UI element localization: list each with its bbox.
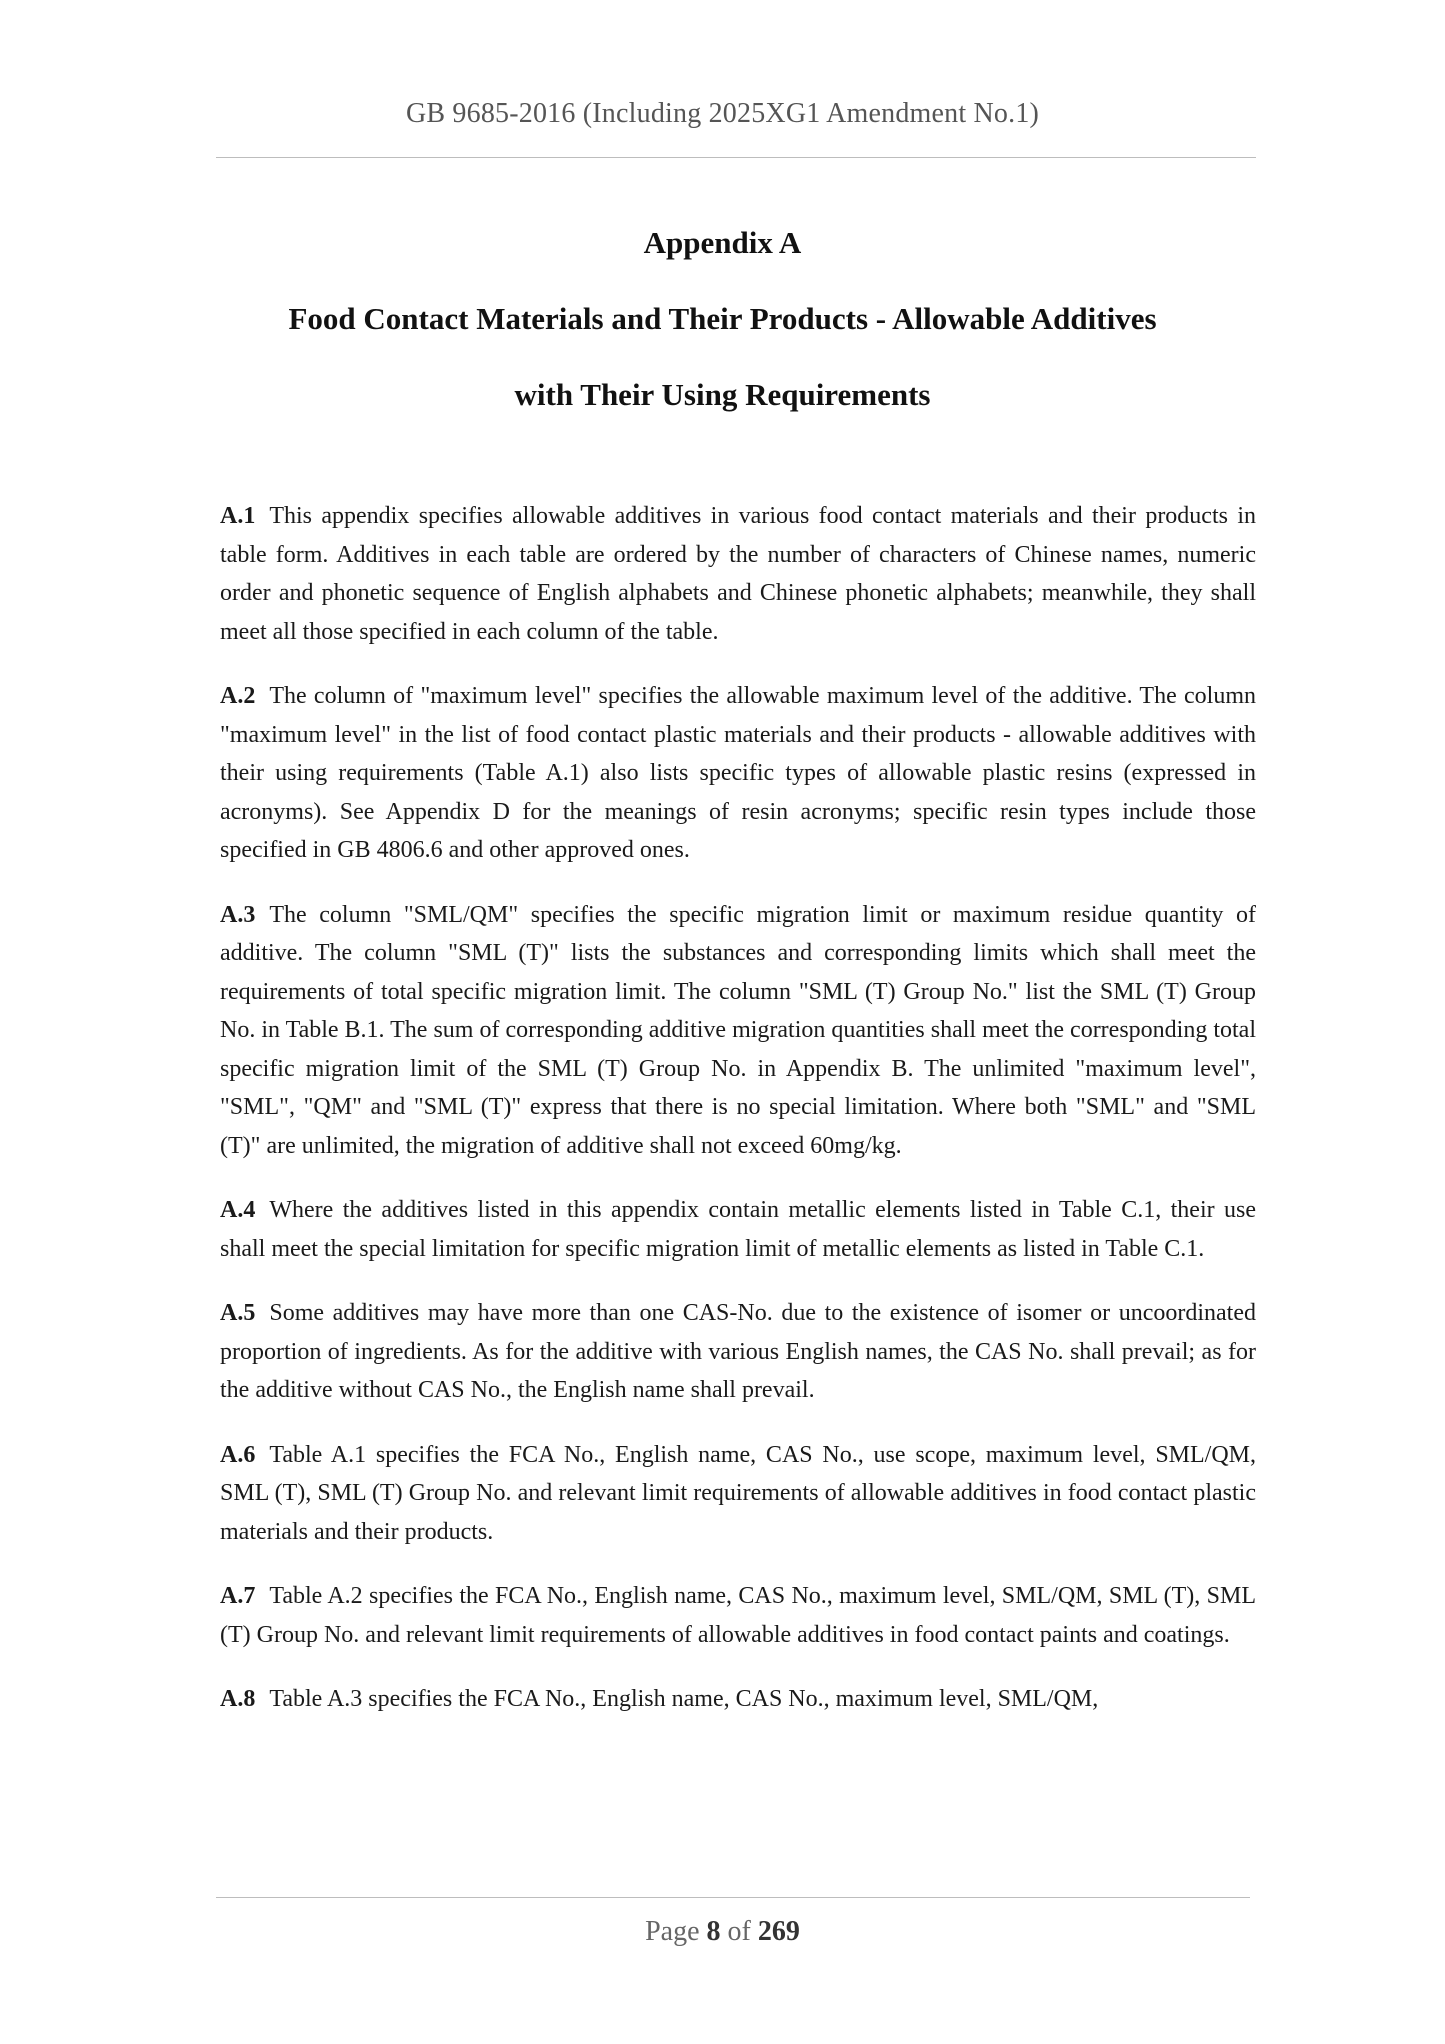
clause-number: A.2 xyxy=(220,683,256,709)
appendix-label: Appendix A xyxy=(643,225,802,260)
clause-a1 xyxy=(220,497,1256,651)
footer-divider xyxy=(216,1897,1250,1898)
page-footer xyxy=(0,1916,1445,1948)
appendix-title-block xyxy=(0,222,1445,416)
of-word: of xyxy=(727,1916,751,1947)
clause-a3 xyxy=(220,896,1256,1166)
page-word: Page xyxy=(645,1916,700,1947)
running-header: GB 9685-2016 (Including 2025XG1 Amendment No.1) xyxy=(405,98,1040,129)
clause-text: Table A.3 specifies the FCA No., English name, CAS No., maximum level, SML/QM, xyxy=(269,1686,1099,1712)
clause-a7 xyxy=(220,1577,1256,1654)
clause-a6 xyxy=(220,1436,1256,1552)
clause-text: This appendix specifies allowable additives in various food contact materials and their products in table form. Additives in each table are ordered by the number of characters of Chinese names, numeric order and phonetic sequence of English alphabets and Chinese phonetic alphabets; meanwhile, they shall meet all those specified in each column of the table. xyxy=(220,503,1256,645)
clause-number: A.7 xyxy=(220,1583,256,1609)
header-divider xyxy=(216,157,1256,158)
clause-text: Table A.1 specifies the FCA No., English name, CAS No., use scope, maximum level, SML/QM, SML (T), SML (T) Group No. and relevant limit requirements of allowable additives in food contact plastic materials and their products. xyxy=(220,1441,1256,1545)
clause-a4 xyxy=(220,1191,1256,1268)
clause-text: Where the additives listed in this appendix contain metallic elements listed in Table C.1, their use shall meet the special limitation for specific migration limit of metallic elements as listed in Table C.1. xyxy=(220,1197,1256,1262)
clause-number: A.6 xyxy=(220,1441,256,1468)
clause-number: A.3 xyxy=(220,901,256,928)
clause-a2 xyxy=(220,677,1256,870)
total-pages-number: 269 xyxy=(757,1916,800,1947)
clause-text: The column "SML/QM" specifies the specific migration limit or maximum residue quantity of additive. The column "SML (T)" lists the substances and corresponding limits which shall meet the requirements of total specific migration limit. The column "SML (T) Group No." list the SML (T) Group No. in Table B.1. The sum of corresponding additive migration quantities shall meet the corresponding total specific migration limit of the SML (T) Group No. in Appendix B. The unlimited "maximum level", "SML", "QM" and "SML (T)" express that there is no special limitation. Where both "SML" and "SML (T)" are unlimited, the migration of additive shall not exceed 60mg/kg. xyxy=(220,901,1256,1159)
clause-text: Table A.2 specifies the FCA No., English name, CAS No., maximum level, SML/QM, SML (T), SML (T) Group No. and relevant limit requirements of allowable additives in food contact paints and coatings. xyxy=(220,1583,1256,1648)
appendix-title-line-1: Food Contact Materials and Their Products - Allowable Additives xyxy=(288,301,1157,336)
appendix-title-line-2: with Their Using Requirements xyxy=(514,377,931,412)
clause-a5 xyxy=(220,1294,1256,1410)
clause-number: A.1 xyxy=(220,503,256,529)
current-page-number: 8 xyxy=(706,1916,721,1947)
clause-number: A.8 xyxy=(220,1686,256,1712)
clause-text: The column of "maximum level" specifies the allowable maximum level of the additive. The column "maximum level" in the list of food contact plastic materials and their products - allowable additives with their using requirements (Table A.1) also lists specific types of allowable plastic resins (expressed in acronyms). See Appendix D for the meanings of resin acronyms; specific resin types include those specified in GB 4806.6 and other approved ones. xyxy=(220,683,1256,863)
clause-number: A.5 xyxy=(220,1300,256,1326)
clause-number: A.4 xyxy=(220,1197,256,1223)
clause-text: Some additives may have more than one CAS-No. due to the existence of isomer or uncoordinated proportion of ingredients. As for the additive with various English names, the CAS No. shall prevail; as for the additive without CAS No., the English name shall prevail. xyxy=(220,1300,1256,1403)
appendix-body xyxy=(220,497,1256,1719)
clause-a8 xyxy=(220,1680,1256,1719)
